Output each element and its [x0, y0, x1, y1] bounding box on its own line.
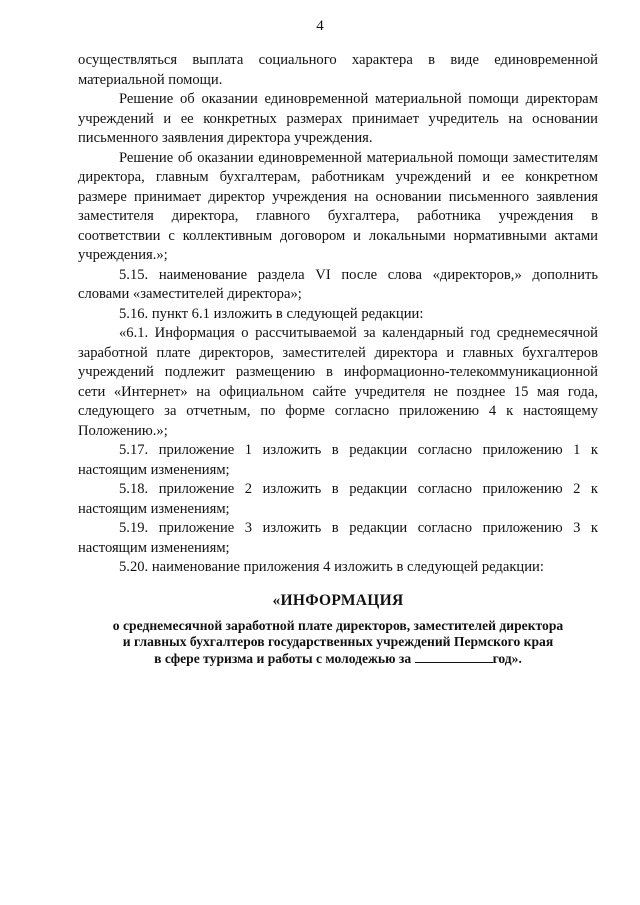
heading-title: «ИНФОРМАЦИЯ — [272, 591, 404, 609]
heading-line-3-text: в сфере туризма и работы с молодежью за — [154, 650, 412, 666]
item-5-19: 5.19. приложение 3 изложить в редакции согласно приложению 3 к настоящим изменениям; — [78, 520, 598, 556]
heading-line-2: и главных бухгалтеров государственных учреждений Пермского края — [122, 633, 554, 649]
year-blank-line — [415, 650, 493, 663]
heading-line-3 — [78, 650, 598, 667]
item-5-16: 5.16. пункт 6.1 изложить в следующей редакции: — [119, 305, 424, 322]
paragraph-1: осуществляться выплата социального характера в виде единовременной материальной помощи. — [78, 52, 598, 88]
paragraph-2: Решение об оказании единовременной материальной помощи директорам учреждений и ее конкретных размерах принимает учредитель на основании письменного заявления директора учреждения. — [78, 91, 598, 146]
heading-line-1: о среднемесячной заработной плате директоров, заместителей директора — [112, 617, 564, 633]
quoted-clause-6-1: «6.1. Информация о рассчитываемой за календарный год среднемесячной заработной плате директоров, заместителей директора и главных бухгалтеров учреждений подлежит размещению в информационно-телекоммуникационной сети «Интернет» на официальном сайте учредителя не позднее 15 мая года, следующего за отчетным, по форме согласно приложению 4 к настоящему Положению.»; — [78, 325, 598, 439]
item-5-18: 5.18. приложение 2 изложить в редакции согласно приложению 2 к настоящим изменениям; — [78, 481, 598, 517]
item-5-15: 5.15. наименование раздела VI после слова «директоров,» дополнить словами «заместителей директора»; — [78, 266, 598, 302]
item-5-17: 5.17. приложение 1 изложить в редакции согласно приложению 1 к настоящим изменениям; — [78, 442, 598, 478]
item-5-20: 5.20. наименование приложения 4 изложить в следующей редакции: — [119, 559, 544, 575]
paragraph-3: Решение об оказании единовременной материальной помощи заместителям директора, главным бухгалтерам, работникам учреждений и ее конкретном размере принимает директор учреждения на основании письменного заявления заместителя директора, главного бухгалтера, работника учреждения в соответствии с коллективным договором и локальными нормативными актами учреждения.»; — [78, 149, 598, 263]
document-body — [78, 51, 598, 667]
page-number: 4 — [316, 18, 324, 34]
appendix-heading — [78, 591, 598, 667]
heading-subtitle — [78, 618, 598, 667]
heading-line-3-end: год». — [492, 650, 522, 666]
